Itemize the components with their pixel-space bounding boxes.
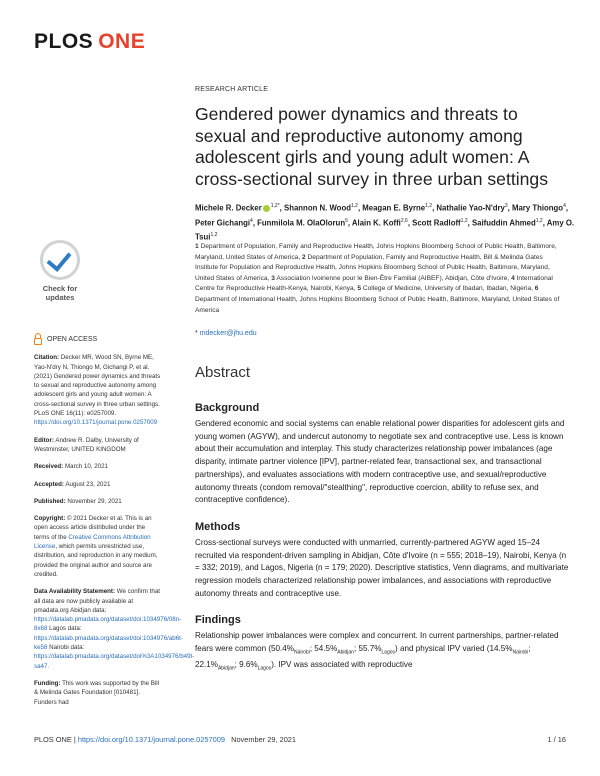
data-link-abidjan[interactable]: https://datalab.pmadata.org/dataset/doi:1034976/08n-8x68 — [34, 616, 182, 633]
citation-block: Citation: Decker MR, Wood SN, Byrne ME, Yao-N'dry N, Thiongo M, Gichangi P, et al. (2021) Gendered power dynamics and threats to sexual and reproductive autonomy among adolescent girls and young adult women: A cross-sectional survey in three urban settings. PLoS ONE 16(11): e0257009. https://doi.org/10.1371/journal.pone.0257009 — [34, 354, 161, 427]
corresponding-email — [195, 330, 257, 337]
abstract-sections — [195, 402, 573, 690]
footer-citation: PLOS ONE | https://doi.org/10.1371/journal.pone.0257009 November 29, 2021 — [34, 735, 297, 744]
article-type: RESEARCH ARTICLE — [195, 86, 269, 93]
methods-heading: Methods — [195, 520, 241, 533]
citation-doi-link[interactable]: https://doi.org/10.1371/journal.pone.0257009 — [34, 419, 158, 427]
methods-text: Cross-sectional surveys were conducted with unmarried, currently-partnered AGYW aged 15–24 recruited via respondent-driven sampling in Abidjan, Côte d'Ivoire (n = 555; 2018–19), Nairobi, Kenya (n = 332; 2019), and Lagos, Nigeria (n = 179; 2020). Descriptive statistics, Venn diagrams, and multivariate regression models characterized relationship power imbalances, and associations with reproductive autonomy threats and contraceptive use. — [195, 537, 569, 598]
page-number: 1 / 16 — [547, 735, 566, 744]
page-footer — [34, 735, 566, 744]
check-for-updates-badge[interactable] — [33, 240, 87, 302]
editor-block: Editor: Andrew R. Dalby, University of Westminster, UNITED KINGDOM — [34, 436, 139, 453]
footer-doi-link[interactable]: https://doi.org/10.1371/journal.pone.0257009 — [77, 735, 225, 744]
logo-one: ONE — [98, 30, 146, 53]
affiliations: 1 Department of Population, Family and Reproductive Health, Johns Hopkins Bloomberg School of Public Health, Baltimore, Maryland, United States of America, 2 Department of Population, Family and Reproductive Health, Bill & Melinda Gates Institute for Population and Reproductive Health, Johns Hopkins Bloomberg School of Public Health, Baltimore, Maryland, United States of America, 3 Association Ivoirienne pour le Bien-Être Familial (AIBEF), Abidjan, Côte d'Ivoire, 4 International Centre for Reproductive Health-Kenya, Nairobi, Kenya, 5 College of Medicine, University of Ibadan, Ibadan, Nigeria, 6 Department of International Health, Johns Hopkins Bloomberg School of Public Health, Baltimore, Maryland, United States of America — [195, 243, 560, 314]
abstract-heading: Abstract — [195, 364, 251, 381]
copyright-block: Copyright: © 2021 Decker et al. This is an open access article distributed under the terms of the Creative Commons Attribution License, which permits unrestricted use, distribution, and reproduction in any medium, provided the original author and source are credited. — [34, 515, 158, 578]
data-link-lagos[interactable]: https://datalab.pmadata.org/dataset/doi:1034976/ab6t-ke58 — [34, 634, 183, 652]
background-heading: Background — [195, 402, 260, 414]
check-updates-icon — [40, 240, 80, 280]
background-text: Gendered economic and social systems can enable relational power disparities for adolescent girls and young women (AGYW), and undercut autonomy to negotiate sex and contraceptive use. Less is known about their accumulation and interplay. This study characterizes relationship power imbalances (age disparity, intimate partner violence [IPV], partner-related fear, transactional sex, and transactional partnerships), and evaluates associations with modern contraceptive use, and sexual/reproductive autonomy threats (condom removal/"stealthing", reproductive coercion, ability to refuse sex, and contraceptive confidence). — [195, 419, 565, 505]
author-list: Michele R. Decker $^{1,2*}$, Shannon N. Wood$^{1,2}$, Meagan E. Byrne$^{1,2}$, Nathalie Yao-N'dry$^3$, Mary Thiongo$^4$, Peter Gichangi$^4$, Funmilola M. OlaOlorun$^5$, Alain K. Koffi$^{2,6}$, Scott Radloff$^{1,2}$, Saifuddin Ahmed$^{1,2}$, Amy O. Tsui$^{1,2}$ — [195, 203, 575, 242]
email-link[interactable]: mdecker@jhu.edu — [199, 330, 257, 337]
open-access-badge: OPEN ACCESS — [34, 335, 162, 344]
received-block: Received: March 10, 2021 — [34, 463, 108, 471]
data-link-nairobi[interactable]: https://datalab.pmadata.org/dataset/doi%3A1034976/b49t-sa47. — [34, 653, 195, 670]
article-title: Gendered power dynamics and threats to sexual and reproductive autonomy among adolescent girls and young adult women: A cross-sectional survey in three urban settings — [195, 104, 549, 189]
findings-heading: Findings — [195, 614, 241, 627]
findings-text: Relationship power imbalances were complex and concurrent. In current partnerships, partner-related fears were common ($50.4\%_{Nairobi}$; $54.5\%_{Abidjan}$; $55.7\%_{Lagos}$) and physical IPV varied ($14.5\%_{Nairobi}$; $22.1\%_{Abidjan}$; $9.6\%_{Lagos}$). IPV was associated with reproductive — [195, 631, 559, 673]
data-availability-block: Data Availability Statement: We confirm that all data are now publicly available at pmadata.org Abidjan data: https://datalab.pmadata.org/dataset/doi:1034976/08n-8x68 Lagos data: https://datalab.pmadata.org/dataset/doi:1034976/ab6t-ke58 Nairobi data: https://datalab.pmadata.org/dataset/doi%3A1034976/b49t-sa47. — [34, 588, 195, 670]
logo-plos: PLOS — [34, 30, 94, 53]
accepted-block: Accepted: August 23, 2021 — [34, 480, 111, 488]
open-lock-icon — [34, 338, 42, 345]
check-updates-label: Check for updates — [42, 284, 78, 302]
journal-logo — [34, 30, 145, 54]
article-sidebar — [34, 335, 195, 715]
published-block: Published: November 29, 2021 — [34, 497, 122, 505]
corresponding-star: * — [195, 330, 198, 337]
funding-block: Funding: This work was supported by the Bill & Melinda Gates Foundation [010481]. Funders had — [34, 679, 160, 706]
license-link[interactable]: Creative Commons Attribution License — [34, 533, 151, 551]
